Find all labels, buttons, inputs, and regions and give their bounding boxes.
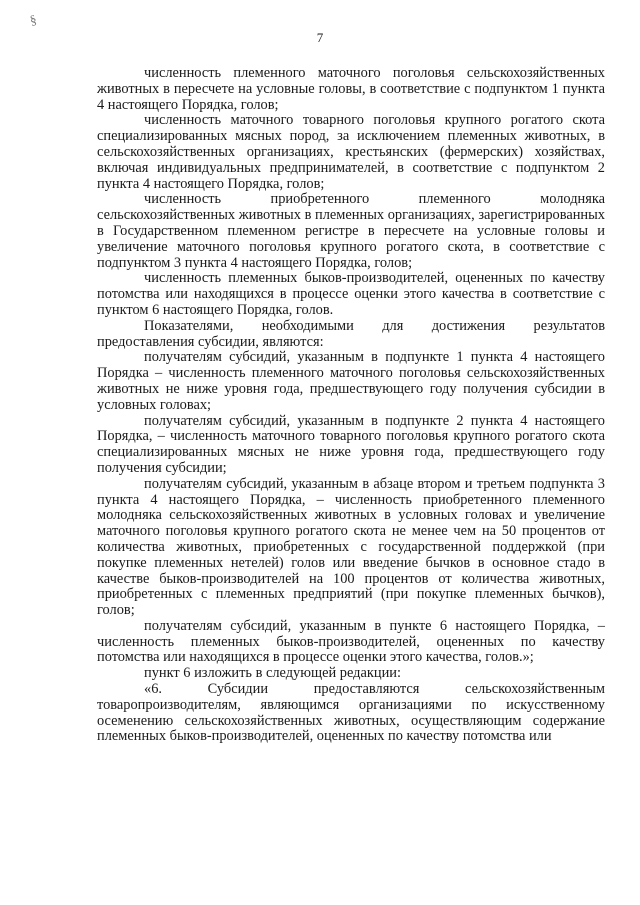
paragraph: численность маточного товарного поголовья крупного рогатого скота специализированных мясных пород, за исключением племенных животных, в сельскохозяйственных организациях, крестьянских (фермерских) хозяйствах, включая индивидуальных предпринимателей, в соответствие с подпунктом 2 пункта 4 настоящего Порядка, голов; bbox=[97, 112, 605, 192]
paragraph: пункт 6 изложить в следующей редакции: bbox=[144, 665, 401, 682]
paragraph: получателям субсидий, указанным в подпункте 1 пункта 4 настоящего Порядка – численность племенного маточного поголовья сельскохозяйственных животных не ниже уровня года, предшествующего году получения субсидии в условных головах; bbox=[97, 349, 605, 413]
paragraph: получателям субсидий, указанным в подпункте 2 пункта 4 настоящего Порядка, – численность маточного товарного поголовья крупного рогатого скота специализированных мясных не ниже уровня года, предшествующего году получения субсидии; bbox=[97, 412, 605, 476]
paragraph: получателям субсидий, указанным в пункте 6 настоящего Порядка, – численность племенных быков-производителей, оцененных по качеству потомства или находящихся в процессе оценки этого качества, голов.»; bbox=[97, 617, 605, 666]
paragraph: Показателями, необходимыми для достижения результатов предоставления субсидии, являются: bbox=[97, 317, 605, 350]
paragraph: «6. Субсидии предоставляются сельскохозяйственным товаропроизводителям, являющимся организациями по искусственному осеменению сельскохозяйственных животных, осуществляющим содержание племенных быков-производителей, оцененных по качеству потомства или bbox=[97, 681, 605, 745]
scan-corner-mark: § bbox=[28, 11, 38, 28]
paragraph: численность племенного маточного поголовья сельскохозяйственных животных в пересчете на условные головы, в соответствие с подпунктом 1 пункта 4 настоящего Порядка, голов; bbox=[97, 65, 605, 113]
paragraph: численность приобретенного племенного молодняка сельскохозяйственных животных в племенных организациях, зарегистрированных в Государственном племенном регистре в пересчете на условные головы и увеличение маточного поголовья крупного рогатого скота, в соответствие с подпунктом 3 пункта 4 настоящего Порядка, голов; bbox=[97, 191, 605, 271]
document-body bbox=[97, 66, 605, 745]
paragraph: численность племенных быков-производителей, оцененных по качеству потомства или находящихся в процессе оценки этого качества в соответствие с пунктом 6 настоящего Порядка, голов. bbox=[97, 270, 605, 318]
page-number: 7 bbox=[316, 30, 324, 45]
paragraph: получателям субсидий, указанным в абзаце втором и третьем подпункта 3 пункта 4 настоящего Порядка, – численность приобретенного племенного молодняка сельскохозяйственных животных в условных головах и увеличение маточного поголовья крупного рогатого скота не менее чем на 50 процентов от количества животных, приобретенных с государственной поддержкой (при покупке племенных нетелей) голов или введение бычков в основное стадо в качестве быков-производителей на 100 процентов от количества животных, приобретенных с племенных предприятий (при покупке племенных бычков), голов; bbox=[97, 475, 605, 619]
